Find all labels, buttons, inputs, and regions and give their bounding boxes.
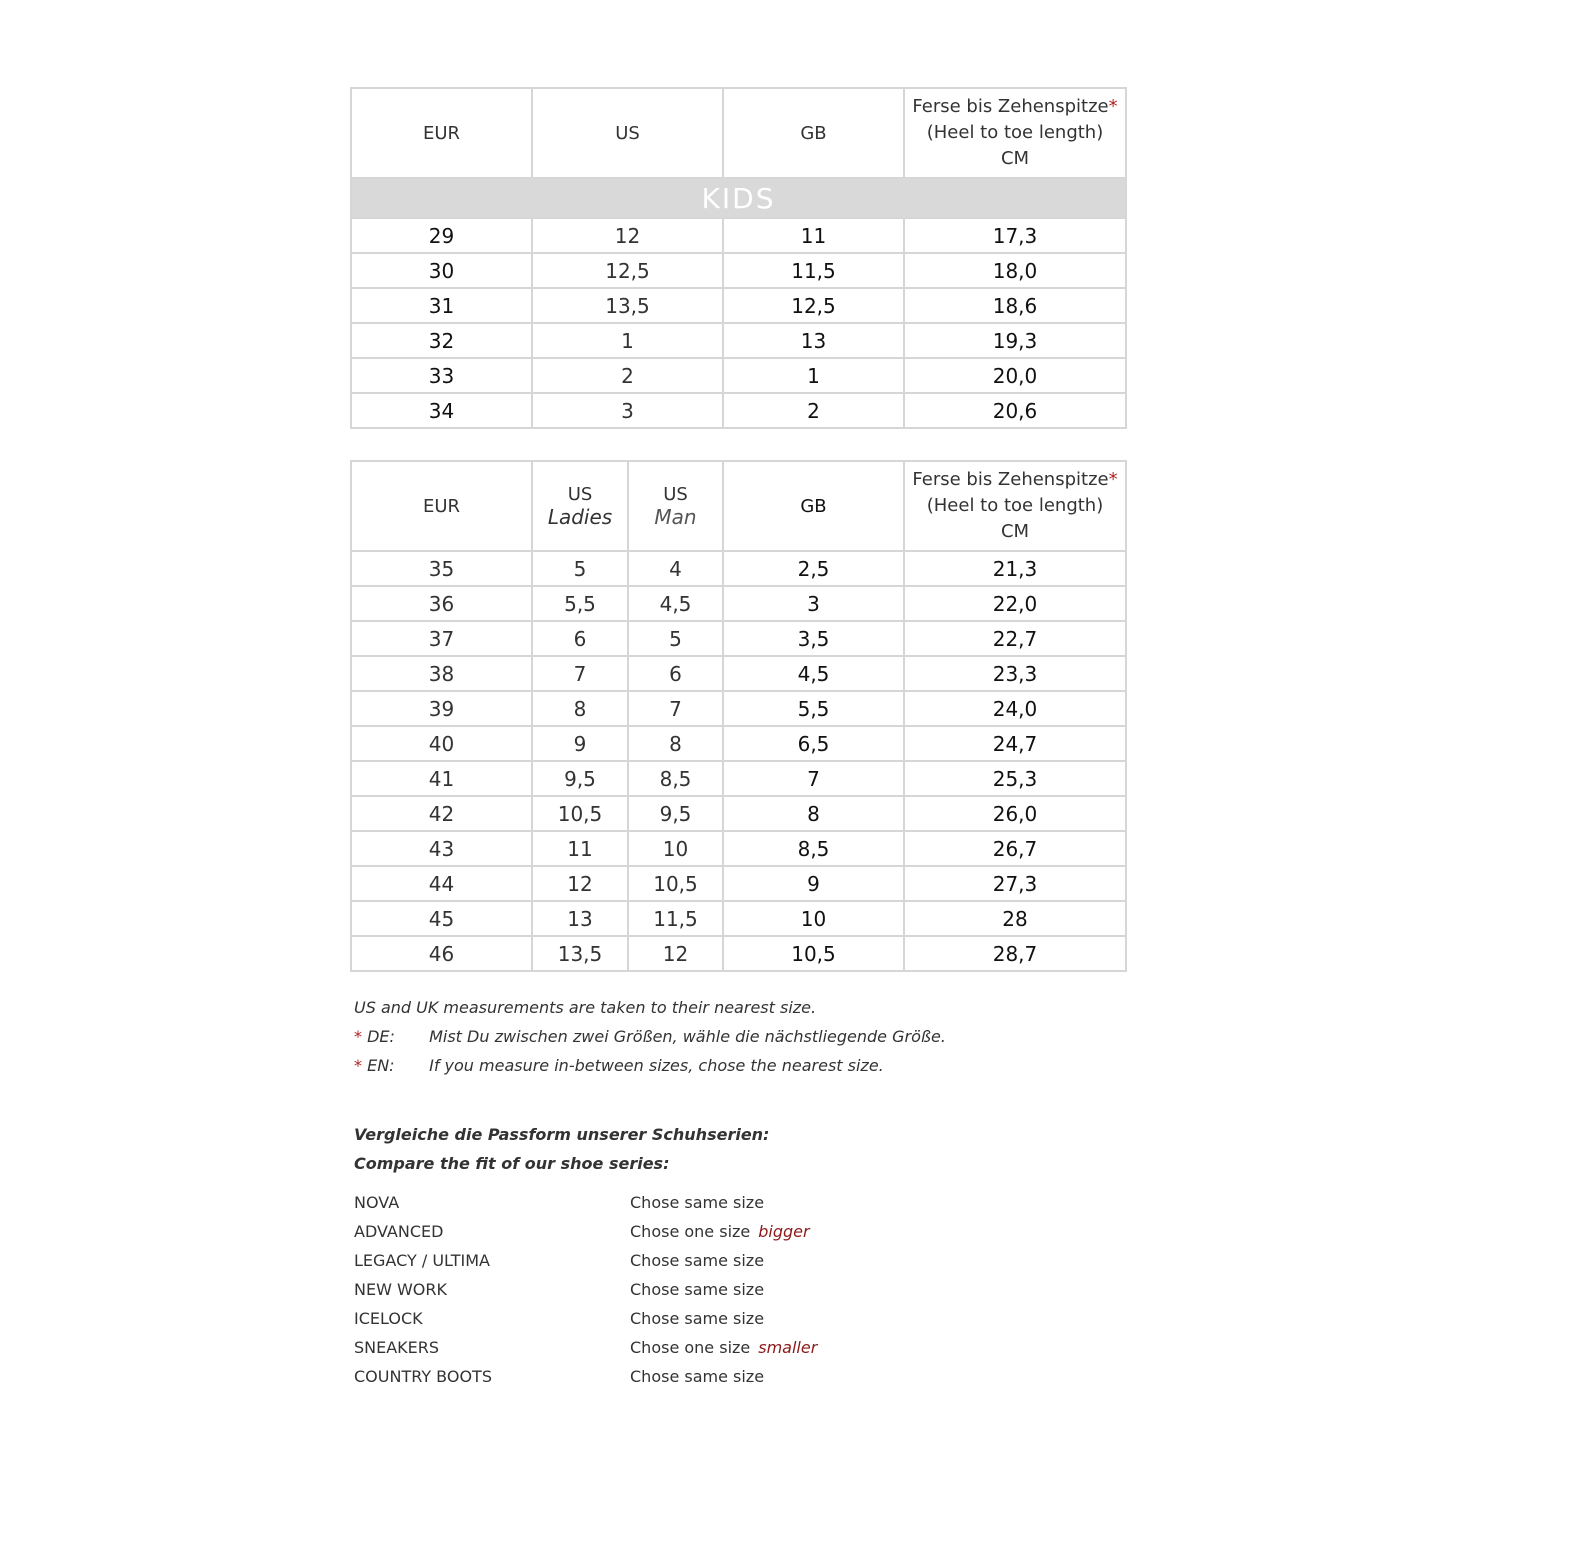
series-name: COUNTRY BOOTS bbox=[354, 1367, 492, 1386]
adult-row bbox=[351, 621, 1126, 656]
adult-cell-us-ladies: 10,5 bbox=[532, 796, 628, 831]
kids-band-row bbox=[351, 178, 1126, 218]
series-fit-list bbox=[354, 1188, 817, 1391]
kids-row bbox=[351, 323, 1126, 358]
kids-cell-gb: 12,5 bbox=[723, 288, 904, 323]
adult-cell-cm: 22,0 bbox=[904, 586, 1126, 621]
kids-header-gb: GB bbox=[723, 88, 904, 178]
kids-header-us: US bbox=[532, 88, 723, 178]
adult-cell-us-ladies: 6 bbox=[532, 621, 628, 656]
kids-row bbox=[351, 218, 1126, 253]
kids-cell-eur: 34 bbox=[351, 393, 532, 428]
adult-row bbox=[351, 831, 1126, 866]
adult-cell-cm: 24,0 bbox=[904, 691, 1126, 726]
series-advice: Chose same size bbox=[630, 1280, 765, 1299]
series-row bbox=[354, 1333, 817, 1362]
series-name: SNEAKERS bbox=[354, 1338, 440, 1357]
adult-row bbox=[351, 656, 1126, 691]
kids-cell-cm: 17,3 bbox=[904, 218, 1126, 253]
series-name: ICELOCK bbox=[354, 1309, 423, 1328]
kids-cell-eur: 31 bbox=[351, 288, 532, 323]
kids-cell-gb: 2 bbox=[723, 393, 904, 428]
adult-row bbox=[351, 796, 1126, 831]
compare-title-en: Compare the fit of our shoe series: bbox=[354, 1154, 670, 1173]
series-advice-extra: bigger bbox=[758, 1222, 810, 1241]
kids-row bbox=[351, 393, 1126, 428]
adult-cell-gb: 5,5 bbox=[723, 691, 904, 726]
adult-cell-eur: 44 bbox=[351, 866, 532, 901]
compare-title-de: Vergleiche die Passform unserer Schuhserien: bbox=[354, 1125, 770, 1144]
kids-cell-cm: 20,6 bbox=[904, 393, 1126, 428]
adult-cell-cm: 26,0 bbox=[904, 796, 1126, 831]
adult-cell-us-ladies: 11 bbox=[532, 831, 628, 866]
series-advice: Chose same size bbox=[630, 1367, 765, 1386]
kids-cell-eur: 29 bbox=[351, 218, 532, 253]
adult-cell-gb: 2,5 bbox=[723, 551, 904, 586]
adult-cell-us-man: 10,5 bbox=[628, 866, 723, 901]
kids-cell-gb: 11,5 bbox=[723, 253, 904, 288]
adult-cell-gb: 3 bbox=[723, 586, 904, 621]
kids-cell-cm: 20,0 bbox=[904, 358, 1126, 393]
adult-cell-us-ladies: 12 bbox=[532, 866, 628, 901]
adult-cell-cm: 28,7 bbox=[904, 936, 1126, 971]
kids-cell-eur: 33 bbox=[351, 358, 532, 393]
kids-header-cm: Ferse bis Zehenspitze* (Heel to toe length) CM bbox=[904, 88, 1126, 178]
series-name: NOVA bbox=[354, 1193, 400, 1212]
adult-cell-us-ladies: 9 bbox=[532, 726, 628, 761]
adult-cell-gb: 8,5 bbox=[723, 831, 904, 866]
adult-cell-eur: 37 bbox=[351, 621, 532, 656]
adult-cell-cm: 26,7 bbox=[904, 831, 1126, 866]
note-de: * DE: Mist Du zwischen zwei Größen, wähle die nächstliegende Größe. bbox=[354, 1027, 946, 1046]
adult-row bbox=[351, 691, 1126, 726]
adult-cell-us-man: 6 bbox=[628, 656, 723, 691]
adult-cell-gb: 9 bbox=[723, 866, 904, 901]
adult-cell-us-ladies: 7 bbox=[532, 656, 628, 691]
adult-cell-eur: 39 bbox=[351, 691, 532, 726]
adult-cell-us-ladies: 13,5 bbox=[532, 936, 628, 971]
adult-cell-cm: 25,3 bbox=[904, 761, 1126, 796]
adult-cell-eur: 46 bbox=[351, 936, 532, 971]
adult-row bbox=[351, 761, 1126, 796]
kids-cell-us: 2 bbox=[532, 358, 723, 393]
adult-row bbox=[351, 726, 1126, 761]
adult-size-table bbox=[350, 460, 1127, 972]
series-row bbox=[354, 1217, 817, 1246]
adult-cell-eur: 45 bbox=[351, 901, 532, 936]
series-name: LEGACY / ULTIMA bbox=[354, 1251, 490, 1270]
adult-cell-us-man: 5 bbox=[628, 621, 723, 656]
adult-cell-us-ladies: 5,5 bbox=[532, 586, 628, 621]
adult-header-row bbox=[351, 461, 1126, 551]
kids-size-table bbox=[350, 87, 1127, 429]
adult-cell-us-ladies: 8 bbox=[532, 691, 628, 726]
adult-header-eur: EUR bbox=[351, 461, 532, 551]
kids-cell-gb: 13 bbox=[723, 323, 904, 358]
adult-cell-us-ladies: 13 bbox=[532, 901, 628, 936]
adult-cell-eur: 36 bbox=[351, 586, 532, 621]
adult-cell-us-man: 9,5 bbox=[628, 796, 723, 831]
kids-row bbox=[351, 358, 1126, 393]
kids-cell-gb: 1 bbox=[723, 358, 904, 393]
series-row bbox=[354, 1246, 817, 1275]
adult-cell-cm: 22,7 bbox=[904, 621, 1126, 656]
adult-cell-gb: 10 bbox=[723, 901, 904, 936]
series-row bbox=[354, 1188, 817, 1217]
adult-cell-us-man: 8 bbox=[628, 726, 723, 761]
adult-cell-eur: 35 bbox=[351, 551, 532, 586]
series-row bbox=[354, 1304, 817, 1333]
kids-cell-eur: 32 bbox=[351, 323, 532, 358]
kids-row bbox=[351, 288, 1126, 323]
note-nearest-size: US and UK measurements are taken to their nearest size. bbox=[354, 998, 817, 1017]
kids-cell-cm: 19,3 bbox=[904, 323, 1126, 358]
kids-cell-cm: 18,6 bbox=[904, 288, 1126, 323]
kids-band-label: KIDS bbox=[351, 178, 1126, 218]
adult-header-us-man: US Man bbox=[628, 461, 723, 551]
series-advice: Chose same size bbox=[630, 1251, 765, 1270]
adult-header-us-ladies: US Ladies bbox=[532, 461, 628, 551]
kids-header-row bbox=[351, 88, 1126, 178]
kids-cell-us: 3 bbox=[532, 393, 723, 428]
size-notes bbox=[354, 993, 946, 1080]
adult-cell-gb: 10,5 bbox=[723, 936, 904, 971]
series-advice: Chose same size bbox=[630, 1193, 765, 1212]
series-name: ADVANCED bbox=[354, 1222, 444, 1241]
adult-cell-gb: 7 bbox=[723, 761, 904, 796]
adult-cell-us-man: 11,5 bbox=[628, 901, 723, 936]
adult-cell-us-man: 8,5 bbox=[628, 761, 723, 796]
kids-cell-cm: 18,0 bbox=[904, 253, 1126, 288]
adult-row bbox=[351, 586, 1126, 621]
series-row bbox=[354, 1275, 817, 1304]
kids-row bbox=[351, 253, 1126, 288]
adult-cell-cm: 21,3 bbox=[904, 551, 1126, 586]
adult-cell-cm: 28 bbox=[904, 901, 1126, 936]
kids-cell-eur: 30 bbox=[351, 253, 532, 288]
adult-cell-cm: 27,3 bbox=[904, 866, 1126, 901]
kids-cell-us: 13,5 bbox=[532, 288, 723, 323]
adult-cell-eur: 38 bbox=[351, 656, 532, 691]
adult-cell-gb: 8 bbox=[723, 796, 904, 831]
adult-cell-eur: 43 bbox=[351, 831, 532, 866]
adult-cell-gb: 6,5 bbox=[723, 726, 904, 761]
adult-cell-eur: 40 bbox=[351, 726, 532, 761]
series-name: NEW WORK bbox=[354, 1280, 448, 1299]
series-advice-extra: smaller bbox=[758, 1338, 818, 1357]
adult-cell-eur: 41 bbox=[351, 761, 532, 796]
adult-cell-us-man: 10 bbox=[628, 831, 723, 866]
series-advice: Chose one size bbox=[630, 1222, 751, 1241]
adult-row bbox=[351, 936, 1126, 971]
series-advice: Chose one size bbox=[630, 1338, 751, 1357]
adult-cell-gb: 3,5 bbox=[723, 621, 904, 656]
adult-cell-us-ladies: 9,5 bbox=[532, 761, 628, 796]
adult-cell-gb: 4,5 bbox=[723, 656, 904, 691]
kids-cell-us: 1 bbox=[532, 323, 723, 358]
adult-cell-us-man: 12 bbox=[628, 936, 723, 971]
adult-header-cm: Ferse bis Zehenspitze* (Heel to toe length) CM bbox=[904, 461, 1126, 551]
compare-heading bbox=[354, 1120, 769, 1178]
kids-cell-us: 12 bbox=[532, 218, 723, 253]
adult-row bbox=[351, 866, 1126, 901]
adult-cell-eur: 42 bbox=[351, 796, 532, 831]
adult-cell-us-ladies: 5 bbox=[532, 551, 628, 586]
adult-cell-cm: 23,3 bbox=[904, 656, 1126, 691]
adult-row bbox=[351, 901, 1126, 936]
adult-cell-us-man: 4 bbox=[628, 551, 723, 586]
adult-cell-us-man: 4,5 bbox=[628, 586, 723, 621]
adult-row bbox=[351, 551, 1126, 586]
kids-header-eur: EUR bbox=[351, 88, 532, 178]
note-en: * EN: If you measure in-between sizes, chose the nearest size. bbox=[354, 1056, 884, 1075]
kids-cell-us: 12,5 bbox=[532, 253, 723, 288]
series-advice: Chose same size bbox=[630, 1309, 765, 1328]
series-row bbox=[354, 1362, 817, 1391]
adult-cell-cm: 24,7 bbox=[904, 726, 1126, 761]
adult-cell-us-man: 7 bbox=[628, 691, 723, 726]
kids-cell-gb: 11 bbox=[723, 218, 904, 253]
adult-header-gb: GB bbox=[723, 461, 904, 551]
